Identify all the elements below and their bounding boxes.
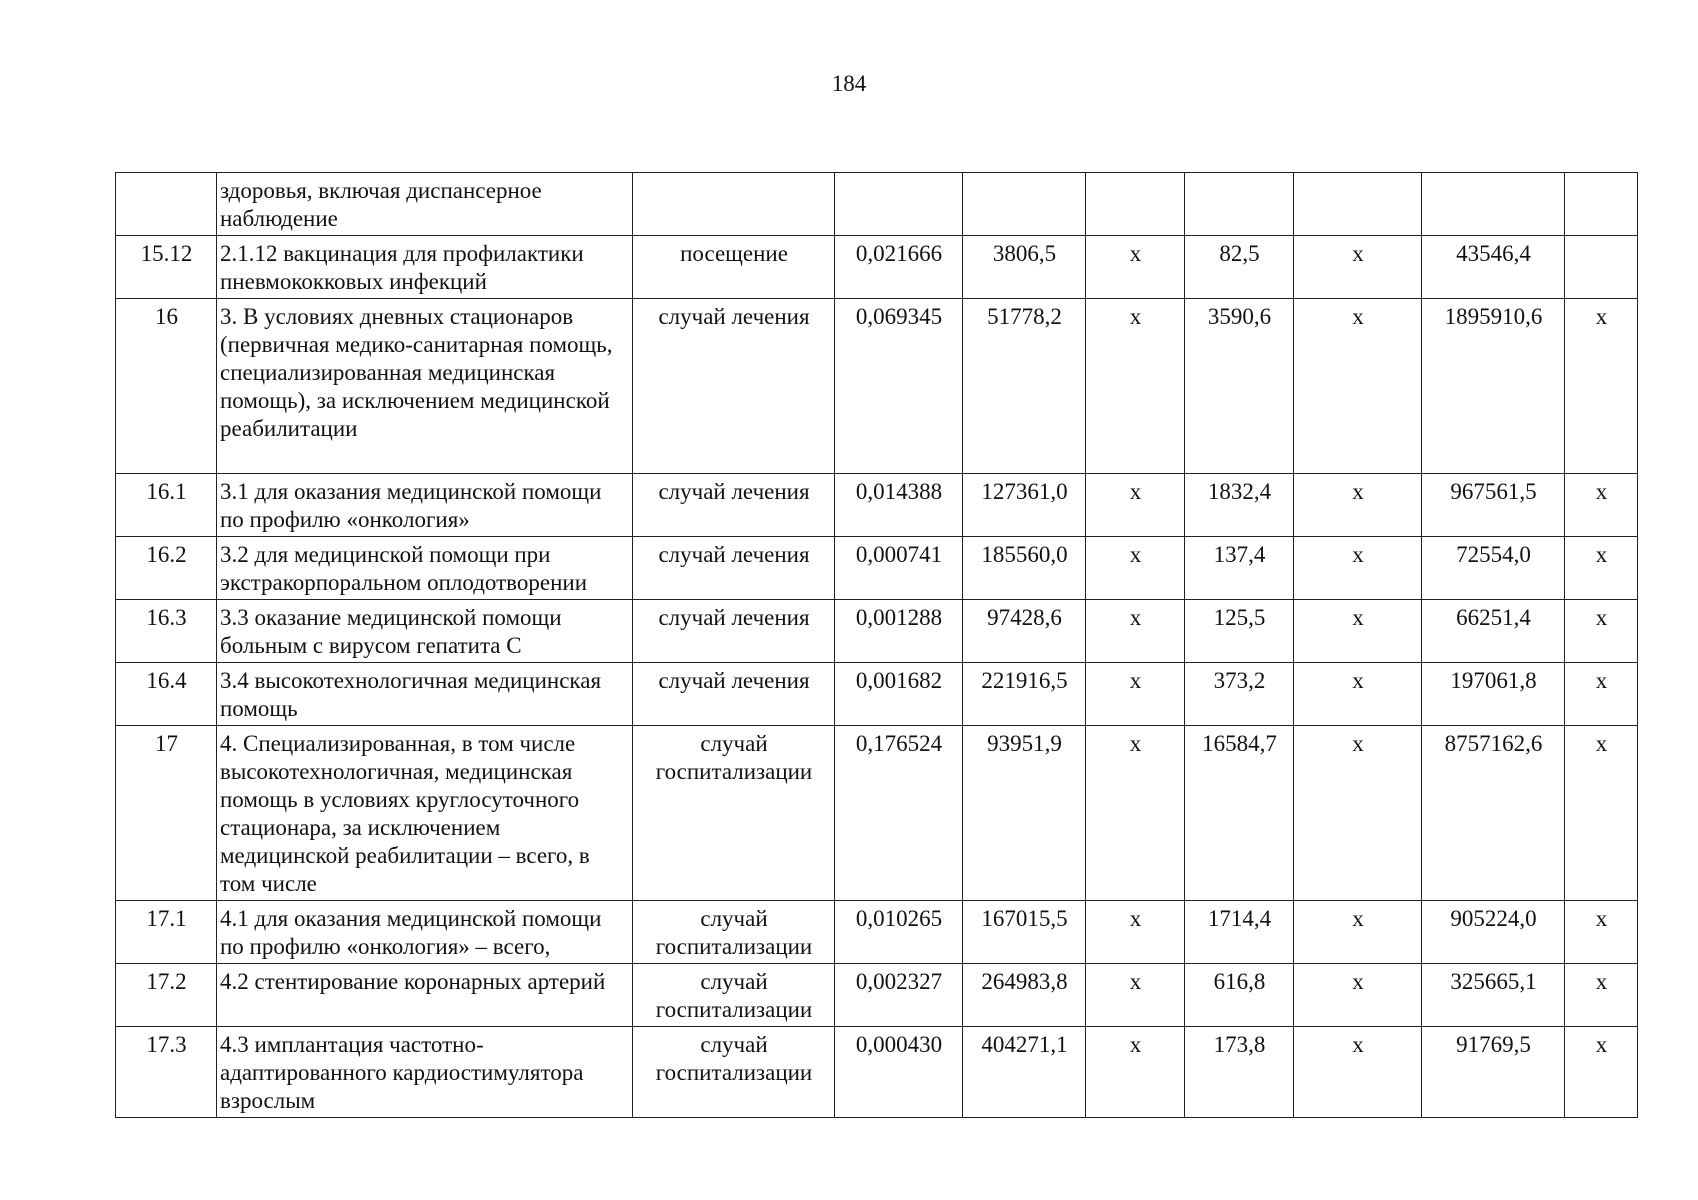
row-value: х [1294, 1027, 1422, 1118]
table-row [116, 901, 1638, 964]
row-unit: случай госпитализации [633, 726, 835, 901]
row-name: 4.3 имплантация частотно-адаптированного кардиостимулятора взрослым [217, 1027, 633, 1118]
row-value: 325665,1 [1422, 964, 1565, 1027]
row-value: 1895910,6 [1422, 299, 1565, 474]
row-value: 8757162,6 [1422, 726, 1565, 901]
row-value: 0,176524 [835, 726, 963, 901]
table-row [116, 1027, 1638, 1118]
table-row [116, 173, 1638, 236]
row-number: 16.2 [116, 537, 217, 600]
row-value: х [1086, 1027, 1185, 1118]
row-unit: посещение [633, 236, 835, 299]
table-row [116, 474, 1638, 537]
row-value: х [1565, 663, 1638, 726]
row-name: 3. В условиях дневных стационаров (первичная медико-санитарная помощь, специализированная медицинская помощь), за исключением медицинской реабилитации [217, 299, 633, 474]
row-value [1565, 173, 1638, 236]
row-value: х [1565, 901, 1638, 964]
row-unit: случай лечения [633, 600, 835, 663]
row-value: х [1086, 474, 1185, 537]
row-value: 0,010265 [835, 901, 963, 964]
row-value [1086, 173, 1185, 236]
row-number: 16.1 [116, 474, 217, 537]
row-value: х [1294, 537, 1422, 600]
row-value: 16584,7 [1185, 726, 1294, 901]
row-value: х [1565, 537, 1638, 600]
row-number: 17.1 [116, 901, 217, 964]
row-value: х [1565, 1027, 1638, 1118]
row-value: 0,069345 [835, 299, 963, 474]
row-value [835, 173, 963, 236]
row-value: 72554,0 [1422, 537, 1565, 600]
row-value: 173,8 [1185, 1027, 1294, 1118]
row-value: 905224,0 [1422, 901, 1565, 964]
row-unit: случай госпитализации [633, 901, 835, 964]
row-value: х [1086, 726, 1185, 901]
row-value: х [1086, 600, 1185, 663]
row-value: 0,000430 [835, 1027, 963, 1118]
row-unit: случай лечения [633, 537, 835, 600]
row-value: 97428,6 [963, 600, 1086, 663]
row-name: здоровья, включая диспансерное наблюдение [217, 173, 633, 236]
row-value: 264983,8 [963, 964, 1086, 1027]
row-name: 3.2 для медицинской помощи при экстракорпоральном оплодотворении [217, 537, 633, 600]
table-row [116, 663, 1638, 726]
row-value: 404271,1 [963, 1027, 1086, 1118]
row-value: х [1086, 299, 1185, 474]
row-value: х [1565, 474, 1638, 537]
row-value: 51778,2 [963, 299, 1086, 474]
row-value: 197061,8 [1422, 663, 1565, 726]
row-name: 3.3 оказание медицинской помощи больным с вирусом гепатита С [217, 600, 633, 663]
row-value [1565, 236, 1638, 299]
row-value: 1714,4 [1185, 901, 1294, 964]
row-number: 16.4 [116, 663, 217, 726]
row-value: х [1294, 726, 1422, 901]
table-row [116, 299, 1638, 474]
row-value: х [1086, 901, 1185, 964]
row-value: 967561,5 [1422, 474, 1565, 537]
row-value: 0,021666 [835, 236, 963, 299]
row-value [1422, 173, 1565, 236]
row-value: х [1565, 726, 1638, 901]
row-value: 167015,5 [963, 901, 1086, 964]
row-number: 16.3 [116, 600, 217, 663]
row-value: х [1294, 600, 1422, 663]
row-unit: случай госпитализации [633, 1027, 835, 1118]
row-value: 93951,9 [963, 726, 1086, 901]
row-value: х [1294, 901, 1422, 964]
row-number: 15.12 [116, 236, 217, 299]
table-row [116, 537, 1638, 600]
row-value [1294, 173, 1422, 236]
row-value: х [1565, 600, 1638, 663]
row-value: 3590,6 [1185, 299, 1294, 474]
row-name: 4.2 стентирование коронарных артерий [217, 964, 633, 1027]
row-unit [633, 173, 835, 236]
table-row [116, 236, 1638, 299]
page-number: 184 [831, 71, 867, 96]
row-value: 3806,5 [963, 236, 1086, 299]
row-value: х [1294, 299, 1422, 474]
row-value: 0,001682 [835, 663, 963, 726]
row-value: 221916,5 [963, 663, 1086, 726]
row-name: 4.1 для оказания медицинской помощи по профилю «онкология» – всего, [217, 901, 633, 964]
row-value: 373,2 [1185, 663, 1294, 726]
row-value: 66251,4 [1422, 600, 1565, 663]
tariff-table [115, 172, 1638, 1118]
row-value: х [1086, 663, 1185, 726]
row-value: 0,001288 [835, 600, 963, 663]
row-number: 17 [116, 726, 217, 901]
row-value: 125,5 [1185, 600, 1294, 663]
row-value: 82,5 [1185, 236, 1294, 299]
row-name: 4. Специализированная, в том числе высокотехнологичная, медицинская помощь в условиях круглосуточного стационара, за исключением медицинской реабилитации – всего, в том числе [217, 726, 633, 901]
row-value: х [1565, 964, 1638, 1027]
row-name: 3.1 для оказания медицинской помощи по профилю «онкология» [217, 474, 633, 537]
row-value: 127361,0 [963, 474, 1086, 537]
row-value: 43546,4 [1422, 236, 1565, 299]
row-value: 1832,4 [1185, 474, 1294, 537]
row-unit: случай лечения [633, 299, 835, 474]
row-value: х [1294, 663, 1422, 726]
row-value: 0,014388 [835, 474, 963, 537]
row-number: 17.2 [116, 964, 217, 1027]
row-value: х [1294, 964, 1422, 1027]
row-value: 185560,0 [963, 537, 1086, 600]
table-row [116, 600, 1638, 663]
row-number: 16 [116, 299, 217, 474]
row-value: х [1086, 236, 1185, 299]
row-value: х [1086, 964, 1185, 1027]
row-unit: случай госпитализации [633, 964, 835, 1027]
row-unit: случай лечения [633, 663, 835, 726]
row-name: 3.4 высокотехнологичная медицинская помощь [217, 663, 633, 726]
row-number [116, 173, 217, 236]
row-unit: случай лечения [633, 474, 835, 537]
row-value: х [1086, 537, 1185, 600]
row-value: 91769,5 [1422, 1027, 1565, 1118]
row-value [1185, 173, 1294, 236]
row-value: х [1565, 299, 1638, 474]
row-value [963, 173, 1086, 236]
row-value: х [1294, 474, 1422, 537]
table-row [116, 726, 1638, 901]
row-value: 137,4 [1185, 537, 1294, 600]
row-name: 2.1.12 вакцинация для профилактики пневмококковых инфекций [217, 236, 633, 299]
row-number: 17.3 [116, 1027, 217, 1118]
row-value: 0,002327 [835, 964, 963, 1027]
row-value: 616,8 [1185, 964, 1294, 1027]
row-value: 0,000741 [835, 537, 963, 600]
table-row [116, 964, 1638, 1027]
row-value: х [1294, 236, 1422, 299]
